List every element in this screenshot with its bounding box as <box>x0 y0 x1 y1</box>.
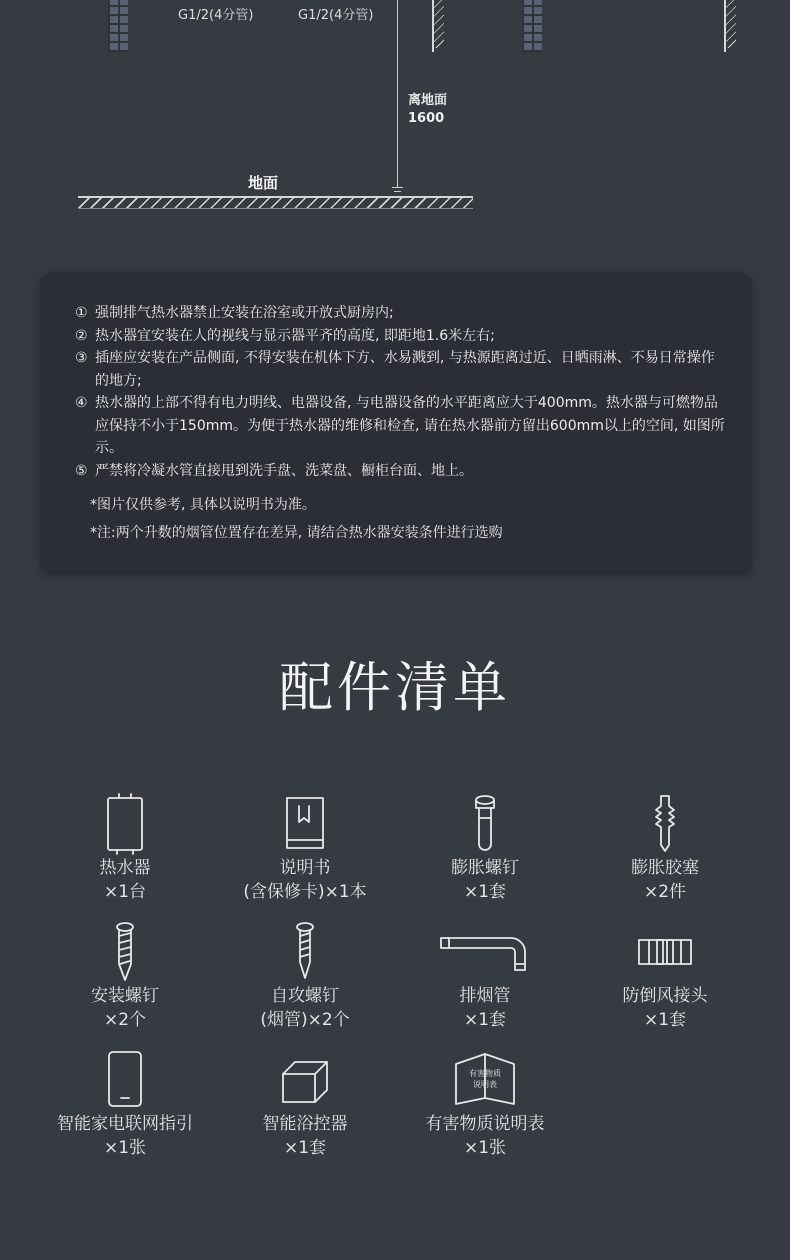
leaflet-text-line2: 说明表 <box>473 1080 497 1089</box>
accessory-self-tapping-screw <box>215 920 395 1032</box>
height-label-line2: 1600 <box>408 111 445 126</box>
accessory-expansion-bolt <box>395 792 575 904</box>
accessory-qty: ×1套 <box>283 1138 327 1158</box>
accessory-name: 排烟管 <box>459 986 511 1006</box>
ground-label: 地面 <box>248 174 279 192</box>
installation-notes <box>40 272 752 572</box>
accessory-name: 有害物质说明表 <box>425 1114 545 1134</box>
accessory-qty: ×2件 <box>643 882 687 902</box>
accessory-qty: ×1套 <box>463 882 507 902</box>
section-title: 配件清单 <box>279 656 511 719</box>
note-text: 严禁将冷凝水管直接甩到洗手盘、洗菜盘、橱柜台面、地上。 <box>95 462 473 479</box>
accessory-qty: ×1套 <box>643 1010 687 1030</box>
accessory-name: 智能浴控器 <box>262 1114 348 1134</box>
note-item <box>75 325 725 348</box>
footnote-reference: *图片仅供参考, 具体以说明书为准。 <box>90 497 316 513</box>
accessory-name: 膨胀胶塞 <box>631 858 699 878</box>
manual-icon <box>275 792 335 856</box>
note-text: 热水器宜安装在人的视线与显示器平齐的高度, 即距地1.6米左右; <box>95 327 495 344</box>
brick-wall-right <box>522 0 542 52</box>
wind-proof-connector-icon <box>635 920 695 984</box>
expansion-plug-icon <box>635 792 695 856</box>
self-tapping-screw-icon <box>275 920 335 984</box>
exhaust-pipe-icon <box>435 920 535 984</box>
accessory-qty: ×1套 <box>463 1010 507 1030</box>
note-item <box>75 347 725 392</box>
mounting-screw-icon <box>95 920 155 984</box>
notes-list <box>75 302 725 482</box>
note-number: ③ <box>75 350 88 366</box>
accessory-name: 安装螺钉 <box>91 986 159 1006</box>
accessory-smart-bath-controller <box>215 1048 395 1160</box>
accessory-name: 防倒风接头 <box>622 986 708 1006</box>
accessory-qty: (烟管)×2个 <box>260 1010 350 1030</box>
accessory-hazardous-substance-table <box>395 1048 575 1160</box>
accessory-wind-proof-connector <box>575 920 755 1032</box>
accessory-expansion-plug <box>575 792 755 904</box>
note-number: ① <box>75 305 88 321</box>
accessory-name: 说明书 <box>279 858 331 878</box>
ground-line-bottom <box>78 208 473 209</box>
height-label <box>408 92 447 128</box>
accessory-qty: ×2个 <box>103 1010 147 1030</box>
accessory-qty: ×1张 <box>103 1138 147 1158</box>
accessory-smart-guide <box>35 1048 215 1160</box>
smartphone-icon <box>95 1048 155 1112</box>
accessory-name: 热水器 <box>99 858 151 878</box>
note-item <box>75 392 725 460</box>
accessory-mounting-screw <box>35 920 215 1032</box>
dimension-foot <box>392 187 403 188</box>
note-item <box>75 460 725 483</box>
accessory-qty: ×1张 <box>463 1138 507 1158</box>
accessory-name: 智能家电联网指引 <box>57 1114 193 1134</box>
accessory-qty: (含保修卡)×1本 <box>243 882 367 902</box>
note-text: 强制排气热水器禁止安装在浴室或开放式厨房内; <box>95 305 394 321</box>
accessory-exhaust-pipe <box>395 920 575 1032</box>
box-icon <box>275 1048 335 1112</box>
note-text: 插座应安装在产品侧面, 不得安装在机体下方、水易溅到, 与热源距离过近、日晒雨淋、不易日常操作的地方; <box>95 350 715 389</box>
dimension-foot-2 <box>394 191 401 192</box>
pipe-label-right: G1/2(4分管) <box>298 8 374 23</box>
footnote-flue-note: *注:两个升数的烟管位置存在差异, 请结合热水器安装条件进行选购 <box>90 525 503 541</box>
accessory-manual <box>215 792 395 904</box>
leaflet-text-line1: 有害物质 <box>469 1069 501 1078</box>
brick-wall-left <box>108 0 128 52</box>
note-number: ④ <box>75 395 88 411</box>
accessory-name: 自攻螺钉 <box>271 986 339 1006</box>
ground-hatch <box>78 198 473 208</box>
height-dimension-line <box>397 0 398 188</box>
wall-hatch-right <box>726 0 736 48</box>
note-number: ⑤ <box>75 462 88 479</box>
water-heater-icon <box>95 792 155 856</box>
accessory-qty: ×1台 <box>103 882 147 902</box>
pipe-label-left: G1/2(4分管) <box>178 8 254 23</box>
expansion-bolt-icon <box>455 792 515 856</box>
note-text: 热水器的上部不得有电力明线、电器设备, 与电器设备的水平距离应大于400mm。热水器与可燃物品应保持不小于150mm。为便于热水器的维修和检查, 请在热水器前方留出600mm以上的空间, 如图所示。 <box>95 395 725 456</box>
note-item <box>75 302 725 325</box>
wall-hatch-middle <box>434 0 444 48</box>
note-number: ② <box>75 327 88 344</box>
accessory-water-heater <box>35 792 215 904</box>
height-label-line1: 离地面 <box>408 93 448 108</box>
accessory-name: 膨胀螺钉 <box>451 858 519 878</box>
leaflet-icon <box>450 1048 520 1112</box>
